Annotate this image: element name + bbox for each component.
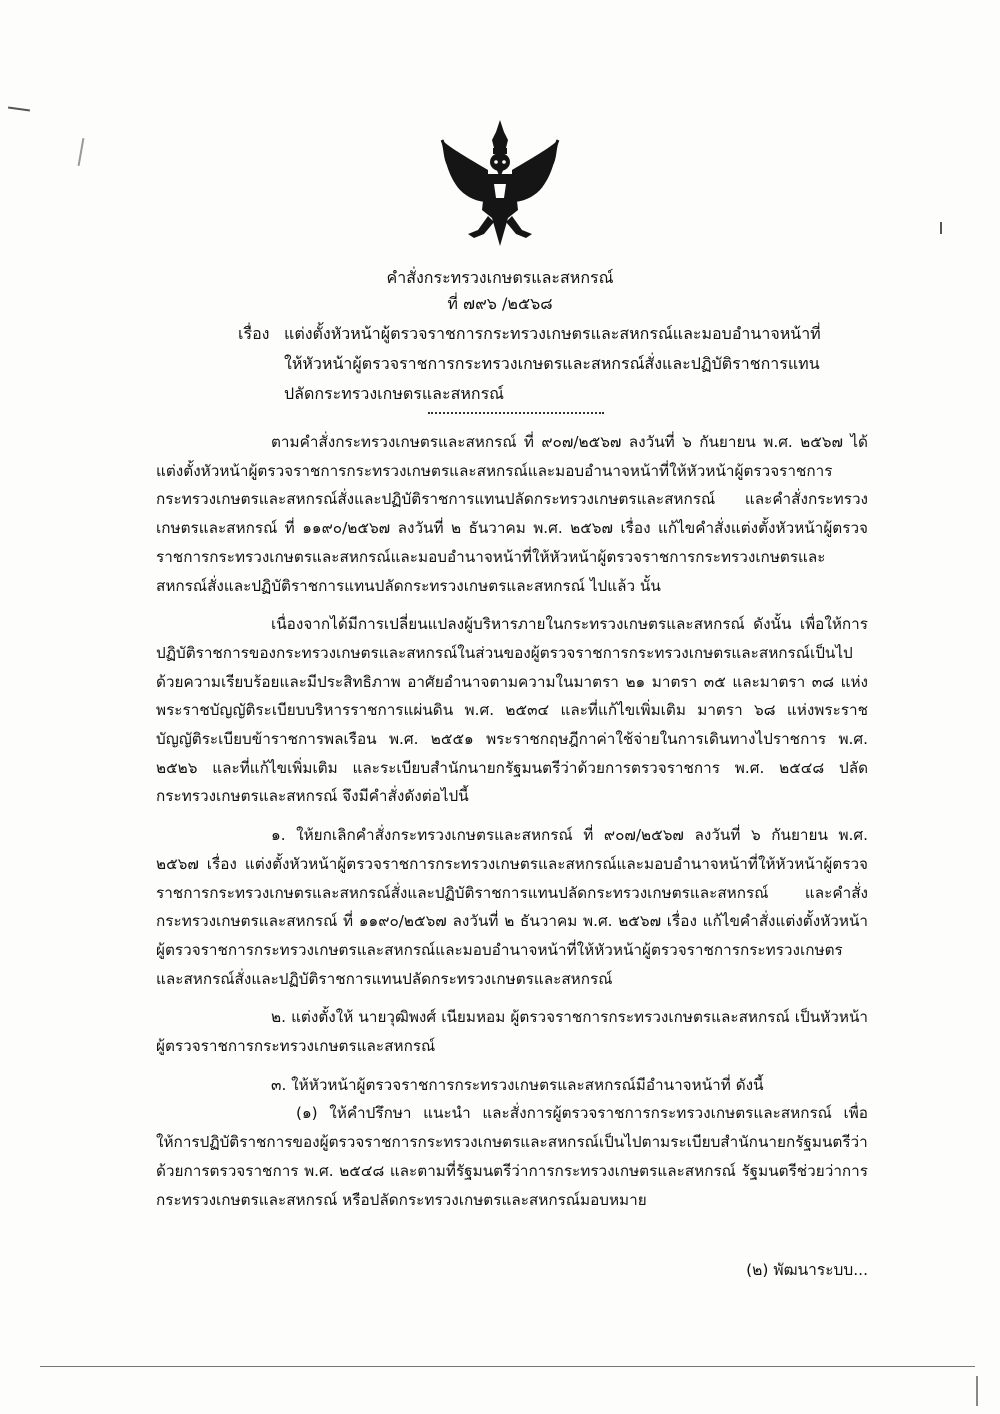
dotted-separator [428,412,604,414]
paragraph-reference: ตามคำสั่งกระทรวงเกษตรและสหกรณ์ ที่ ๙๐๗/๒๕๖๗ ลงวันที่ ๖ กันยายน พ.ศ. ๒๕๖๗ ได้แต่งตั้งหัวหน้าผู้ตรวจราชการกระทรวงเกษตรและสหกรณ์และมอบอำนาจหน้าที่ให้หัวหน้าผู้ตรวจราชการกระทรวงเกษตรและสหกรณ์สั่งและปฏิบัติราชการแทนปลัดกระทรวงเกษตรและสหกรณ์ และคำสั่งกระทรวงเกษตรและสหกรณ์ ที่ ๑๑๙๐/๒๕๖๗ ลงวันที่ ๒ ธันวาคม พ.ศ. ๒๕๖๗ เรื่อง แก้ไขคำสั่งแต่งตั้งหัวหน้าผู้ตรวจราชการกระทรวงเกษตรและสหกรณ์และมอบอำนาจหน้าที่ให้หัวหน้าผู้ตรวจราชการกระทรวงเกษตรและสหกรณ์สั่งและปฏิบัติราชการแทนปลัดกระทรวงเกษตรและสหกรณ์ ไปแล้ว นั้น [156,433,868,595]
subject-line-1: แต่งตั้งหัวหน้าผู้ตรวจราชการกระทรวงเกษตรและสหกรณ์และมอบอำนาจหน้าที่ [284,324,821,343]
paragraph-authority: เนื่องจากได้มีการเปลี่ยนแปลงผู้บริหารภายในกระทรวงเกษตรและสหกรณ์ ดังนั้น เพื่อให้การปฏิบัติราชการของกระทรวงเกษตรและสหกรณ์ในส่วนของผู้ตรวจราชการกระทรวงเกษตรและสหกรณ์เป็นไปด้วยความเรียบร้อยและมีประสิทธิภาพ อาศัยอำนาจตามความในมาตรา ๒๑ มาตรา ๓๕ และมาตรา ๓๘ แห่งพระราชบัญญัติระเบียบบริหารราชการแผ่นดิน พ.ศ. ๒๕๓๔ และที่แก้ไขเพิ่มเติม มาตรา ๖๘ แห่งพระราชบัญญัติระเบียบข้าราชการพลเรือน พ.ศ. ๒๕๕๑ พระราชกฤษฎีกาค่าใช้จ่ายในการเดินทางไปราชการ พ.ศ. ๒๕๒๖ และที่แก้ไขเพิ่มเติม และระเบียบสำนักนายกรัฐมนตรีว่าด้วยการตรวจราชการ พ.ศ. ๒๕๔๘ ปลัดกระทรวงเกษตรและสหกรณ์ จึงมีคำสั่งดังต่อไปนี้ [156,615,868,806]
scan-edge-line [40,1366,975,1367]
scan-speck [940,222,942,234]
subject-line-3: ปลัดกระทรวงเกษตรและสหกรณ์ [284,384,504,403]
scan-speck [8,106,30,111]
garuda-emblem [438,118,562,248]
item-2-appoint: ๒. แต่งตั้งให้ นายวุฒิพงศ์ เนียมหอม ผู้ตรวจราชการกระทรวงเกษตรและสหกรณ์ เป็นหัวหน้าผู้ตรวจราชการกระทรวงเกษตรและสหกรณ์ [156,1008,868,1056]
scan-speck [78,138,85,166]
order-number: ที่ ๗๙๖ /๒๕๖๘ [447,294,553,313]
item-3-1-advise: (๑) ให้คำปรึกษา แนะนำ และสั่งการผู้ตรวจราชการกระทรวงเกษตรและสหกรณ์ เพื่อให้การปฏิบัติราชการของผู้ตรวจราชการกระทรวงเกษตรและสหกรณ์เป็นไปตามระเบียบสำนักนายกรัฐมนตรีว่าด้วยการตรวจราชการ พ.ศ. ๒๕๔๘ และตามที่รัฐมนตรีว่าการกระทรวงเกษตรและสหกรณ์ รัฐมนตรีช่วยว่าการกระทรวงเกษตรและสหกรณ์ หรือปลัดกระทรวงเกษตรและสหกรณ์มอบหมาย [156,1104,868,1209]
subject-line-2: ให้หัวหน้าผู้ตรวจราชการกระทรวงเกษตรและสหกรณ์สั่งและปฏิบัติราชการแทน [284,354,820,373]
item-1-revoke: ๑. ให้ยกเลิกคำสั่งกระทรวงเกษตรและสหกรณ์ ที่ ๙๐๗/๒๕๖๗ ลงวันที่ ๖ กันยายน พ.ศ. ๒๕๖๗ เรื่อง แต่งตั้งหัวหน้าผู้ตรวจราชการกระทรวงเกษตรและสหกรณ์และมอบอำนาจหน้าที่ให้หัวหน้าผู้ตรวจราชการกระทรวงเกษตรและสหกรณ์สั่งและปฏิบัติราชการแทนปลัดกระทรวงเกษตรและสหกรณ์ และคำสั่งกระทรวงเกษตรและสหกรณ์ ที่ ๑๑๙๐/๒๕๖๗ ลงวันที่ ๒ ธันวาคม พ.ศ. ๒๕๖๗ เรื่อง แก้ไขคำสั่งแต่งตั้งหัวหน้าผู้ตรวจราชการกระทรวงเกษตรและสหกรณ์และมอบอำนาจหน้าที่ให้หัวหน้าผู้ตรวจราชการกระทรวงเกษตรและสหกรณ์สั่งและปฏิบัติราชการแทนปลัดกระทรวงเกษตรและสหกรณ์ [156,826,868,988]
document-body [156,428,868,1214]
order-title: คำสั่งกระทรวงเกษตรและสหกรณ์ [386,268,614,287]
continuation-text: (๒) พัฒนาระบบ... [746,1261,868,1279]
scan-speck [976,1376,978,1406]
item-3-duties: ๓. ให้หัวหน้าผู้ตรวจราชการกระทรวงเกษตรและสหกรณ์มีอำนาจหน้าที่ ดังนี้ [271,1075,764,1094]
subject-label: เรื่อง [238,324,270,343]
